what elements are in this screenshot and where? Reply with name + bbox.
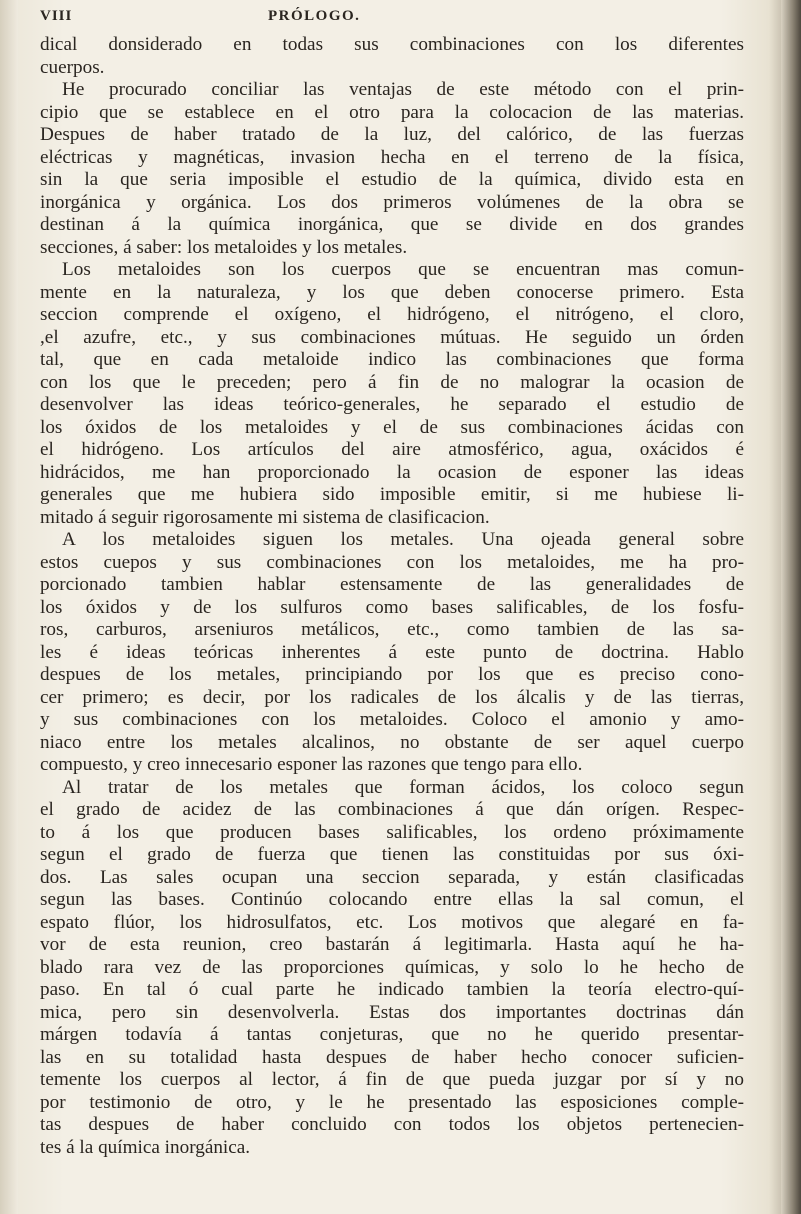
body-text: [40, 34, 744, 1159]
text-line: las en su totalidad hasta despues de haber hecho conocer suficien-: [40, 1046, 744, 1068]
text-line: despues de los metales, principiando por los que es preciso cono-: [40, 664, 744, 685]
text-line: niaco entre los metales alcalinos, no obstante de ser aquel cuerpo: [40, 731, 744, 753]
text-line: secciones, á saber: los metaloides y los metales.: [40, 236, 408, 258]
paragraph: [40, 79, 744, 259]
text-line: tas despues de haber concluido con todos los objetos pertenecien-: [40, 1114, 744, 1135]
text-line: seccion comprende el oxígeno, el hidrógeno, el nitrógeno, el cloro,: [40, 304, 744, 325]
text-line: sin la que seria imposible el estudio de la química, divido esta en: [40, 169, 744, 190]
text-line: A los metaloides siguen los metales. Una ojeada general sobre: [62, 529, 744, 550]
paragraph: [40, 777, 744, 1160]
text-line: cuerpos.: [40, 56, 105, 78]
paragraph: [40, 529, 744, 777]
text-line: los óxidos y de los sulfuros como bases salificables, de los fosfu-: [40, 596, 744, 618]
page-edge-right: [781, 0, 801, 1214]
text-line: porcionado tambien hablar estensamente de las generalidades de: [40, 574, 744, 595]
text-line: vor de esta reunion, creo bastarán á legitimarla. Hasta aquí he ha-: [40, 934, 744, 955]
page-header: [40, 8, 740, 30]
text-line: segun las bases. Continúo colocando entre ellas la sal comun, el: [40, 889, 744, 910]
page-gutter-left: [0, 0, 18, 1214]
text-line: con los que le preceden; pero á fin de no malograr la ocasion de: [40, 371, 744, 393]
text-line: Al tratar de los metales que forman ácidos, los coloco segun: [62, 776, 744, 798]
text-line: mente en la naturaleza, y los que deben conocerse primero. Esta: [40, 281, 744, 303]
text-line: estos cuepos y sus combinaciones con los metaloides, me ha pro-: [40, 551, 744, 573]
text-line: Los metaloides son los cuerpos que se encuentran mas comun-: [62, 259, 744, 280]
text-line: ,el azufre, etc., y sus combinaciones mútuas. He seguido un órden: [40, 326, 744, 348]
text-line: tal, que en cada metaloide indico las combinaciones que forma: [40, 349, 744, 370]
text-line: cer primero; es decir, por los radicales de los álcalis y de las tierras,: [40, 686, 744, 708]
text-line: ros, carburos, arseniuros metálicos, etc., como tambien de las sa-: [40, 619, 744, 640]
text-line: to á los que producen bases salificables, los ordeno próximamente: [40, 821, 744, 843]
text-line: inorgánica y orgánica. Los dos primeros volúmenes de la obra se: [40, 191, 744, 213]
text-line: por testimonio de otro, y le he presentado las esposiciones comple-: [40, 1091, 744, 1113]
text-line: tes á la química inorgánica.: [40, 1136, 251, 1158]
text-line: espato flúor, los hidrosulfatos, etc. Los motivos que alegaré en fa-: [40, 911, 744, 933]
running-head: PRÓLOGO.: [268, 8, 361, 24]
text-line: paso. En tal ó cual parte he indicado tambien la teoría electro-quí-: [40, 979, 744, 1000]
text-line: y sus combinaciones con los metaloides. Coloco el amonio y amo-: [40, 709, 744, 730]
text-line: dos. Las sales ocupan una seccion separada, y están clasificadas: [40, 866, 744, 888]
text-line: blado rara vez de las proporciones químicas, y solo lo he hecho de: [40, 956, 744, 978]
text-line: el hidrógeno. Los artículos del aire atmosférico, agua, oxácidos é: [40, 439, 744, 460]
text-line: hidrácidos, me han proporcionado la ocasion de esponer las ideas: [40, 461, 744, 483]
text-line: cipio que se establece en el otro para la colocacion de las materias.: [40, 101, 744, 123]
text-line: eléctricas y magnéticas, invasion hecha en el terreno de la física,: [40, 146, 744, 168]
text-line: los óxidos de los metaloides y el de sus combinaciones ácidas con: [40, 416, 744, 438]
paragraph: [40, 34, 744, 79]
text-line: dical donsiderado en todas sus combinaciones con los diferentes: [40, 34, 744, 55]
text-line: márgen todavía á tantas conjeturas, que no he querido presentar-: [40, 1024, 744, 1045]
paragraph: [40, 259, 744, 529]
text-line: Despues de haber tratado de la luz, del calórico, de las fuerzas: [40, 124, 744, 145]
text-line: les é ideas teóricas inherentes á este punto de doctrina. Hablo: [40, 641, 744, 663]
text-line: segun el grado de fuerza que tienen las constituidas por sus óxi-: [40, 844, 744, 865]
text-line: el grado de acidez de las combinaciones á que dán orígen. Respec-: [40, 799, 744, 820]
text-line: destinan á la química inorgánica, que se divide en dos grandes: [40, 214, 744, 235]
text-line: temente los cuerpos al lector, á fin de que pueda juzgar por sí y no: [40, 1069, 744, 1090]
text-line: mica, pero sin desenvolverla. Estas dos importantes doctrinas dán: [40, 1001, 744, 1023]
text-line: compuesto, y creo innecesario esponer las razones que tengo para ello.: [40, 754, 583, 775]
text-line: desenvolver las ideas teórico-generales, he separado el estudio de: [40, 394, 744, 415]
page-number: VIII: [40, 8, 73, 24]
text-line: generales que me hubiera sido imposible emitir, si me hubiese li-: [40, 484, 744, 505]
text-line: mitado á seguir rigorosamente mi sistema de clasificacion.: [40, 506, 490, 528]
text-line: He procurado conciliar las ventajas de este método con el prin-: [62, 79, 744, 100]
